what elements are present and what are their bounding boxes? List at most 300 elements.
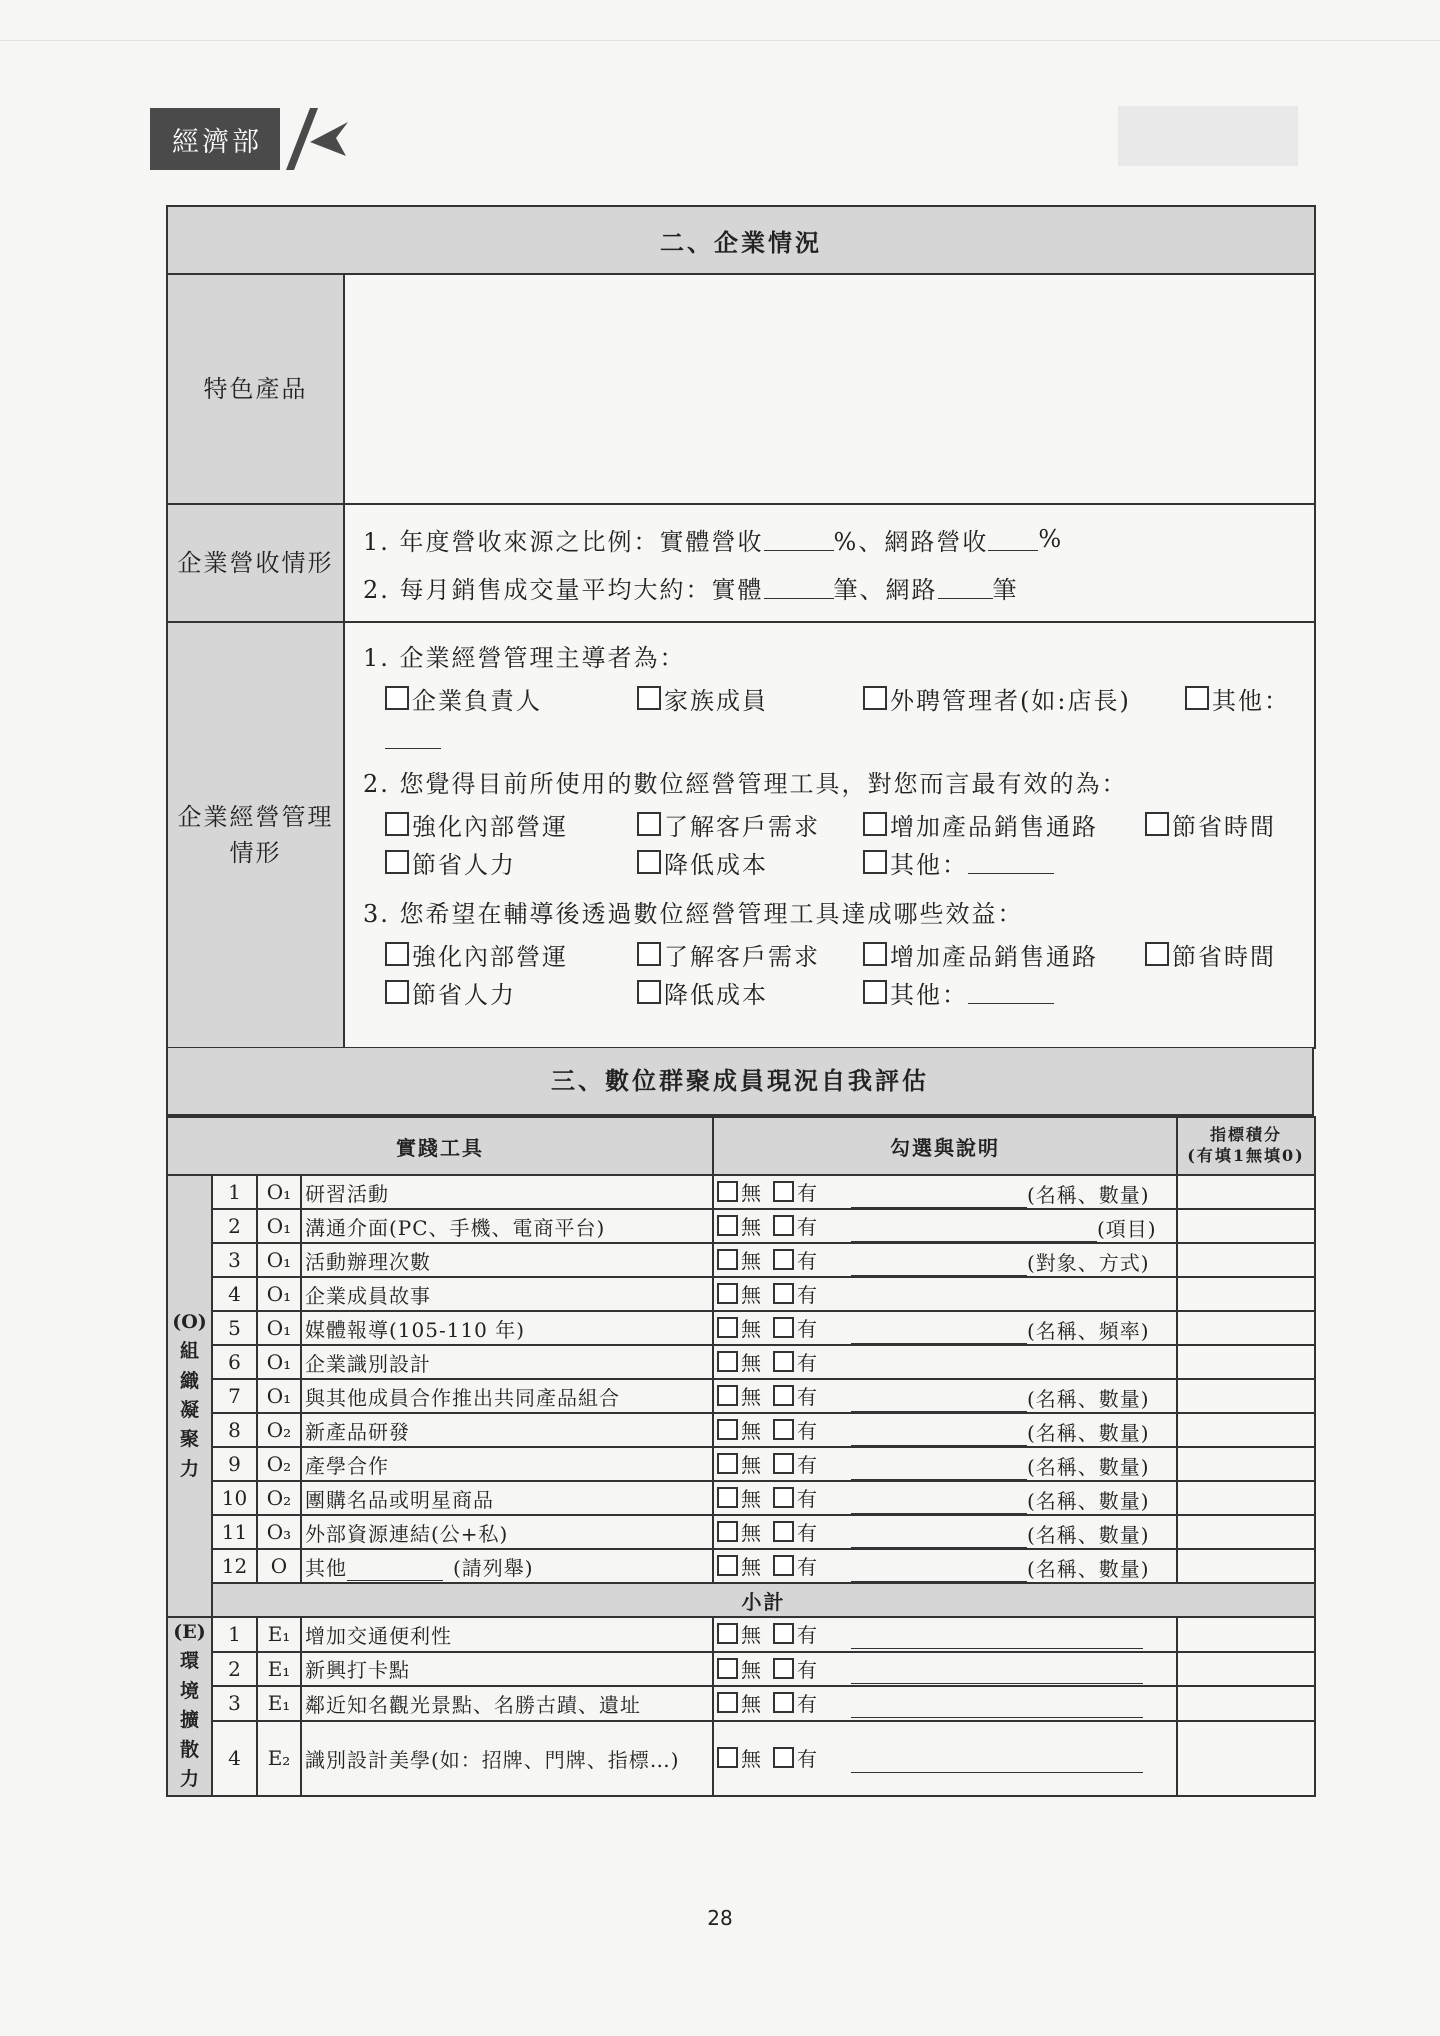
checkbox-icon [773,1692,794,1713]
subtotal-row [167,1583,1315,1617]
item-text: 團購名品或明星商品 [305,1487,494,1512]
checkbox-icon [717,1555,738,1576]
option-label: 無 [741,1351,763,1375]
checkbox-icon [717,1453,738,1474]
score-cell[interactable] [1177,1175,1315,1209]
score-cell[interactable] [1177,1515,1315,1549]
no-checkbox[interactable] [717,1619,763,1648]
subtotal-label: 小計 [212,1583,1315,1617]
yes-checkbox[interactable] [773,1211,819,1240]
physical-sales-blank[interactable] [764,576,834,599]
row-item [301,1413,713,1447]
check-cell [713,1686,1177,1721]
score-cell[interactable] [1177,1345,1315,1379]
table-row [167,1515,1315,1549]
item-text: 企業識別設計 [305,1351,431,1376]
yes-checkbox[interactable] [773,1619,819,1648]
checkbox-icon [773,1215,794,1236]
q2-option-manpower[interactable] [385,845,637,880]
yes-checkbox[interactable] [773,1381,819,1410]
revenue-label: 企業營收情形 [167,504,344,622]
row-number: 2 [212,1652,257,1687]
description-note: (名稱、數量) [1027,1522,1150,1547]
no-checkbox[interactable] [717,1381,763,1410]
management-q1: 1. 企業經營管理主導者為： [363,643,686,672]
checkbox-icon [717,1692,738,1713]
description-note: (名稱、數量) [1027,1386,1150,1411]
option-label: 無 [741,1283,763,1307]
no-checkbox[interactable] [717,1177,763,1206]
checkbox-icon [773,1419,794,1440]
description-note: (名稱、頻率) [1027,1318,1150,1343]
category-char: 散 [179,1738,199,1761]
option-hired-manager[interactable] [863,681,1185,716]
item-text: 新產品研發 [305,1419,410,1444]
top-scan-line [0,40,1440,41]
option-label: 無 [741,1657,763,1682]
other-item-blank[interactable] [347,1558,443,1581]
option-owner[interactable] [385,681,637,716]
yes-checkbox[interactable] [773,1245,819,1274]
management-q3: 3. 您希望在輔導後透過數位經營管理工具達成哪些效益： [363,899,1024,928]
no-checkbox[interactable] [717,1211,763,1240]
featured-products-label: 特色產品 [167,274,344,504]
q2-option-customer[interactable] [637,807,863,842]
revenue-line-2-end: 筆 [992,575,1019,604]
row-item: 新興打卡點 [301,1652,713,1687]
row-code: O₂ [257,1481,301,1515]
description-blank[interactable] [851,1495,1027,1514]
check-cell [713,1549,1177,1583]
check-cell [713,1277,1177,1311]
no-checkbox[interactable] [717,1688,763,1717]
row-code: E₁ [257,1617,301,1652]
other-blank[interactable] [968,981,1054,1004]
checkbox-icon [717,1351,738,1372]
header-score-line1: 指標積分 [1209,1125,1282,1145]
management-q2: 2. 您覺得目前所使用的數位經營管理工具，對您而言最有效的為： [363,769,1128,798]
score-cell[interactable] [1177,1209,1315,1243]
option-other[interactable] [1185,681,1290,716]
row-code: O₂ [257,1447,301,1481]
checkbox-icon [863,980,887,1004]
no-checkbox[interactable] [717,1551,763,1580]
row-item [301,1277,713,1311]
checkbox-icon [863,686,887,710]
checkbox-icon [773,1623,794,1644]
check-cell [713,1311,1177,1345]
revenue-line-2-mid: 筆、網路 [833,575,938,604]
table-row [167,1721,1315,1796]
checkbox-icon [717,1419,738,1440]
table-row [167,1617,1315,1652]
q3-option-other[interactable] [863,975,1054,1010]
no-checkbox[interactable] [717,1517,763,1546]
revenue-line-1-text: 1. 年度營收來源之比例：實體營收 [363,527,764,556]
option-family[interactable] [637,681,863,716]
row-number: 5 [212,1311,257,1345]
row-item: 增加交通便利性 [301,1617,713,1652]
q3-options-row2 [363,973,1296,1011]
checkbox-icon [717,1623,738,1644]
description-blank[interactable] [851,1699,1143,1718]
option-label: 有 [797,1283,819,1307]
category-char: 力 [179,1457,199,1480]
yes-checkbox[interactable] [773,1177,819,1206]
item-text: 企業成員故事 [305,1283,431,1308]
score-cell[interactable] [1177,1277,1315,1311]
header-score [1177,1117,1315,1175]
management-q1-options [363,679,1296,717]
q3-option-cost[interactable] [637,975,863,1010]
checkbox-icon [1145,942,1169,966]
q2-option-cost[interactable] [637,845,863,880]
row-item [301,1209,713,1243]
yes-checkbox[interactable] [773,1654,819,1683]
option-label: 降低成本 [664,980,768,1009]
q2-options-row1 [363,805,1296,843]
q3-options-row1 [363,935,1296,973]
option-label: 強化內部營運 [412,812,568,841]
no-checkbox[interactable] [717,1449,763,1478]
checkbox-icon [717,1658,738,1679]
row-code: O₁ [257,1277,301,1311]
option-label: 其他： [1212,686,1290,715]
self-assessment-table [166,1116,1316,1797]
option-label: 有 [797,1351,819,1375]
option-label: 有 [797,1554,819,1579]
score-cell[interactable] [1177,1447,1315,1481]
yes-checkbox[interactable] [773,1347,819,1376]
checkbox-icon [773,1521,794,1542]
option-label: 增加產品銷售通路 [890,812,1098,841]
option-label: 節省時間 [1172,812,1276,841]
category-organization [167,1175,212,1617]
description-blank[interactable] [851,1223,1097,1242]
table-row [167,1413,1315,1447]
check-cell [713,1379,1177,1413]
option-label: 有 [797,1248,819,1273]
score-cell[interactable] [1177,1686,1315,1721]
no-checkbox[interactable] [717,1483,763,1512]
no-checkbox[interactable] [717,1415,763,1444]
yes-checkbox[interactable] [773,1449,819,1478]
checkbox-icon [637,942,661,966]
checkbox-icon [773,1283,794,1304]
description-blank[interactable] [851,1665,1143,1684]
option-label: 有 [797,1520,819,1545]
score-cell[interactable] [1177,1617,1315,1652]
description-blank[interactable] [851,1754,1143,1773]
ministry-logo-icon [280,108,360,170]
option-label: 無 [741,1384,763,1409]
option-label: 外聘管理者(如:店長) [890,686,1131,715]
checkbox-icon [717,1747,738,1768]
option-label: 無 [741,1214,763,1239]
table-row [167,1549,1315,1583]
checkbox-icon [863,850,887,874]
table-row [167,1175,1315,1209]
checkbox-icon [1185,686,1209,710]
row-number: 6 [212,1345,257,1379]
check-cell [713,1447,1177,1481]
row-item [301,1481,713,1515]
option-label: 無 [741,1316,763,1341]
score-cell[interactable] [1177,1243,1315,1277]
option-label: 有 [797,1486,819,1511]
table-row [167,1243,1315,1277]
description-note: (名稱、數量) [1027,1182,1150,1207]
check-cell [713,1175,1177,1209]
row-item: 鄰近知名觀光景點、名勝古蹟、遺址 [301,1686,713,1721]
row-item [301,1311,713,1345]
row-item: 識別設計美學(如：招牌、門牌、指標…) [301,1721,713,1796]
check-cell [713,1243,1177,1277]
no-checkbox[interactable] [717,1654,763,1683]
q3-option-time[interactable] [1145,937,1276,972]
checkbox-icon [385,812,409,836]
row-number: 3 [212,1686,257,1721]
item-text: 活動辦理次數 [305,1249,431,1274]
category-code: (E) [173,1621,206,1643]
row-code: O₁ [257,1345,301,1379]
category-char: 擴 [179,1709,199,1732]
checkbox-icon [773,1453,794,1474]
checkbox-icon [385,686,409,710]
check-cell [713,1515,1177,1549]
yes-checkbox[interactable] [773,1415,819,1444]
checkbox-icon [637,812,661,836]
item-text: 研習活動 [305,1181,389,1206]
option-label: 無 [741,1747,763,1772]
revenue-line-1-end: % [1038,525,1064,553]
q3-option-channel[interactable] [863,937,1145,972]
check-cell [713,1652,1177,1687]
yes-checkbox[interactable] [773,1743,819,1772]
checkbox-icon [773,1351,794,1372]
description-blank[interactable] [851,1529,1027,1548]
row-item [301,1243,713,1277]
description-blank[interactable] [851,1630,1143,1649]
table-row [167,1686,1315,1721]
description-note: (名稱、數量) [1027,1420,1150,1445]
row-item [301,1515,713,1549]
row-code: O₁ [257,1175,301,1209]
description-note: (名稱、數量) [1027,1488,1150,1513]
table-row [167,1311,1315,1345]
checkbox-icon [773,1385,794,1406]
option-label: 有 [797,1692,819,1717]
option-label: 無 [741,1623,763,1648]
management-label: 企業經營管理 情形 [167,622,344,1048]
other-blank[interactable] [385,726,441,749]
check-cell [713,1209,1177,1243]
checkbox-icon [863,942,887,966]
no-checkbox[interactable] [717,1347,763,1376]
checkbox-icon [773,1555,794,1576]
yes-checkbox[interactable] [773,1483,819,1512]
section2-table [166,205,1316,1049]
score-cell[interactable] [1177,1311,1315,1345]
option-label: 了解客戶需求 [664,942,820,971]
yes-checkbox[interactable] [773,1551,819,1580]
q2-option-other[interactable] [863,845,1054,880]
checkbox-icon [717,1521,738,1542]
description-blank[interactable] [851,1257,1027,1276]
score-cell[interactable] [1177,1481,1315,1515]
option-label: 無 [741,1418,763,1443]
option-label: 強化內部營運 [412,942,568,971]
description-note: (項目) [1097,1216,1157,1241]
ministry-label: 經濟部 [150,108,280,170]
checkbox-icon [717,1283,738,1304]
category-char: 凝 [179,1399,199,1421]
section2-title: 二、企業情況 [167,206,1315,274]
score-cell[interactable] [1177,1721,1315,1796]
description-blank[interactable] [851,1189,1027,1208]
row-number: 7 [212,1379,257,1413]
row-number: 2 [212,1209,257,1243]
description-note: (名稱、數量) [1027,1454,1150,1479]
checkbox-icon [717,1215,738,1236]
revenue-line-2 [363,563,1296,611]
item-text: 媒體報導(105-110 年) [305,1317,526,1342]
row-item [301,1175,713,1209]
no-checkbox[interactable] [717,1279,763,1308]
row-number: 11 [212,1515,257,1549]
row-number: 1 [212,1175,257,1209]
row-code: O₁ [257,1209,301,1243]
table-row [167,1652,1315,1687]
yes-checkbox[interactable] [773,1517,819,1546]
no-checkbox[interactable] [717,1313,763,1342]
checkbox-icon [717,1487,738,1508]
online-revenue-blank[interactable] [988,528,1038,551]
q2-option-time[interactable] [1145,807,1276,842]
option-label: 有 [797,1747,819,1772]
revenue-line-1 [363,515,1296,563]
category-environment [167,1617,212,1796]
yes-checkbox[interactable] [773,1313,819,1342]
row-code: O₁ [257,1243,301,1277]
row-number: 1 [212,1617,257,1652]
checkbox-icon [717,1249,738,1270]
q2-option-channel[interactable] [863,807,1145,842]
row-number: 4 [212,1277,257,1311]
item-text: 外部資源連結(公+私) [305,1521,509,1546]
check-cell [713,1617,1177,1652]
checkbox-icon [717,1181,738,1202]
checkbox-icon [637,686,661,710]
category-char: 織 [179,1369,199,1392]
option-label: 節省人力 [412,850,516,879]
row-code: E₁ [257,1652,301,1687]
featured-products-field[interactable] [344,274,1315,504]
option-label: 無 [741,1452,763,1477]
category-code: (O) [172,1310,207,1333]
table-row [167,1277,1315,1311]
revenue-line-2-text: 2. 每月銷售成交量平均大約：實體 [363,575,764,604]
description-blank[interactable] [851,1461,1027,1480]
checkbox-icon [637,850,661,874]
row-code: O₁ [257,1311,301,1345]
option-label: 節省時間 [1172,942,1276,971]
q3-option-manpower[interactable] [385,975,637,1010]
description-blank[interactable] [851,1393,1027,1412]
table-row [167,1209,1315,1243]
option-label: 無 [741,1692,763,1717]
checkbox-icon [773,1487,794,1508]
yes-checkbox[interactable] [773,1688,819,1717]
checkbox-icon [637,980,661,1004]
option-label: 無 [741,1554,763,1579]
header-score-line2: (有填1無填0) [1187,1146,1305,1165]
check-cell [713,1413,1177,1447]
q2-option-internal[interactable] [385,807,637,842]
option-label: 無 [741,1180,763,1205]
description-blank[interactable] [851,1427,1027,1446]
option-label: 其他： [890,980,968,1009]
option-label: 有 [797,1418,819,1443]
row-item [301,1345,713,1379]
description-blank[interactable] [851,1325,1027,1344]
physical-revenue-blank[interactable] [764,528,834,551]
checkbox-icon [385,942,409,966]
row-item [301,1447,713,1481]
yes-checkbox[interactable] [773,1279,819,1308]
option-label: 有 [797,1214,819,1239]
table-row [167,1447,1315,1481]
row-number: 10 [212,1481,257,1515]
no-checkbox[interactable] [717,1245,763,1274]
category-char: 組 [179,1340,199,1363]
table-row [167,1345,1315,1379]
online-sales-blank[interactable] [938,576,993,599]
row-code: O₃ [257,1515,301,1549]
checkbox-icon [1145,812,1169,836]
option-label: 家族成員 [664,686,768,715]
option-label: 無 [741,1486,763,1511]
option-label: 其他： [890,850,968,879]
category-char: 聚 [179,1428,199,1451]
row-item [301,1379,713,1413]
table-row [167,1481,1315,1515]
option-label: 降低成本 [664,850,768,879]
score-cell[interactable] [1177,1652,1315,1687]
checkbox-icon [717,1317,738,1338]
section3-title: 三、數位群聚成員現況自我評估 [166,1048,1314,1116]
other-blank-line [363,717,1296,757]
corner-decoration [1118,106,1298,166]
row-code: O [257,1549,301,1583]
score-cell[interactable] [1177,1549,1315,1583]
q3-option-internal[interactable] [385,937,637,972]
row-code: O₁ [257,1379,301,1413]
description-blank[interactable] [851,1563,1027,1582]
no-checkbox[interactable] [717,1743,763,1772]
checkbox-icon [717,1385,738,1406]
row-code: E₁ [257,1686,301,1721]
header-check: 勾選與說明 [713,1117,1177,1175]
checkbox-icon [385,980,409,1004]
q3-option-customer[interactable] [637,937,863,972]
checkbox-icon [773,1747,794,1768]
score-cell[interactable] [1177,1379,1315,1413]
other-blank[interactable] [968,851,1054,874]
category-char: 環 [179,1650,199,1673]
row-number: 12 [212,1549,257,1583]
score-cell[interactable] [1177,1413,1315,1447]
